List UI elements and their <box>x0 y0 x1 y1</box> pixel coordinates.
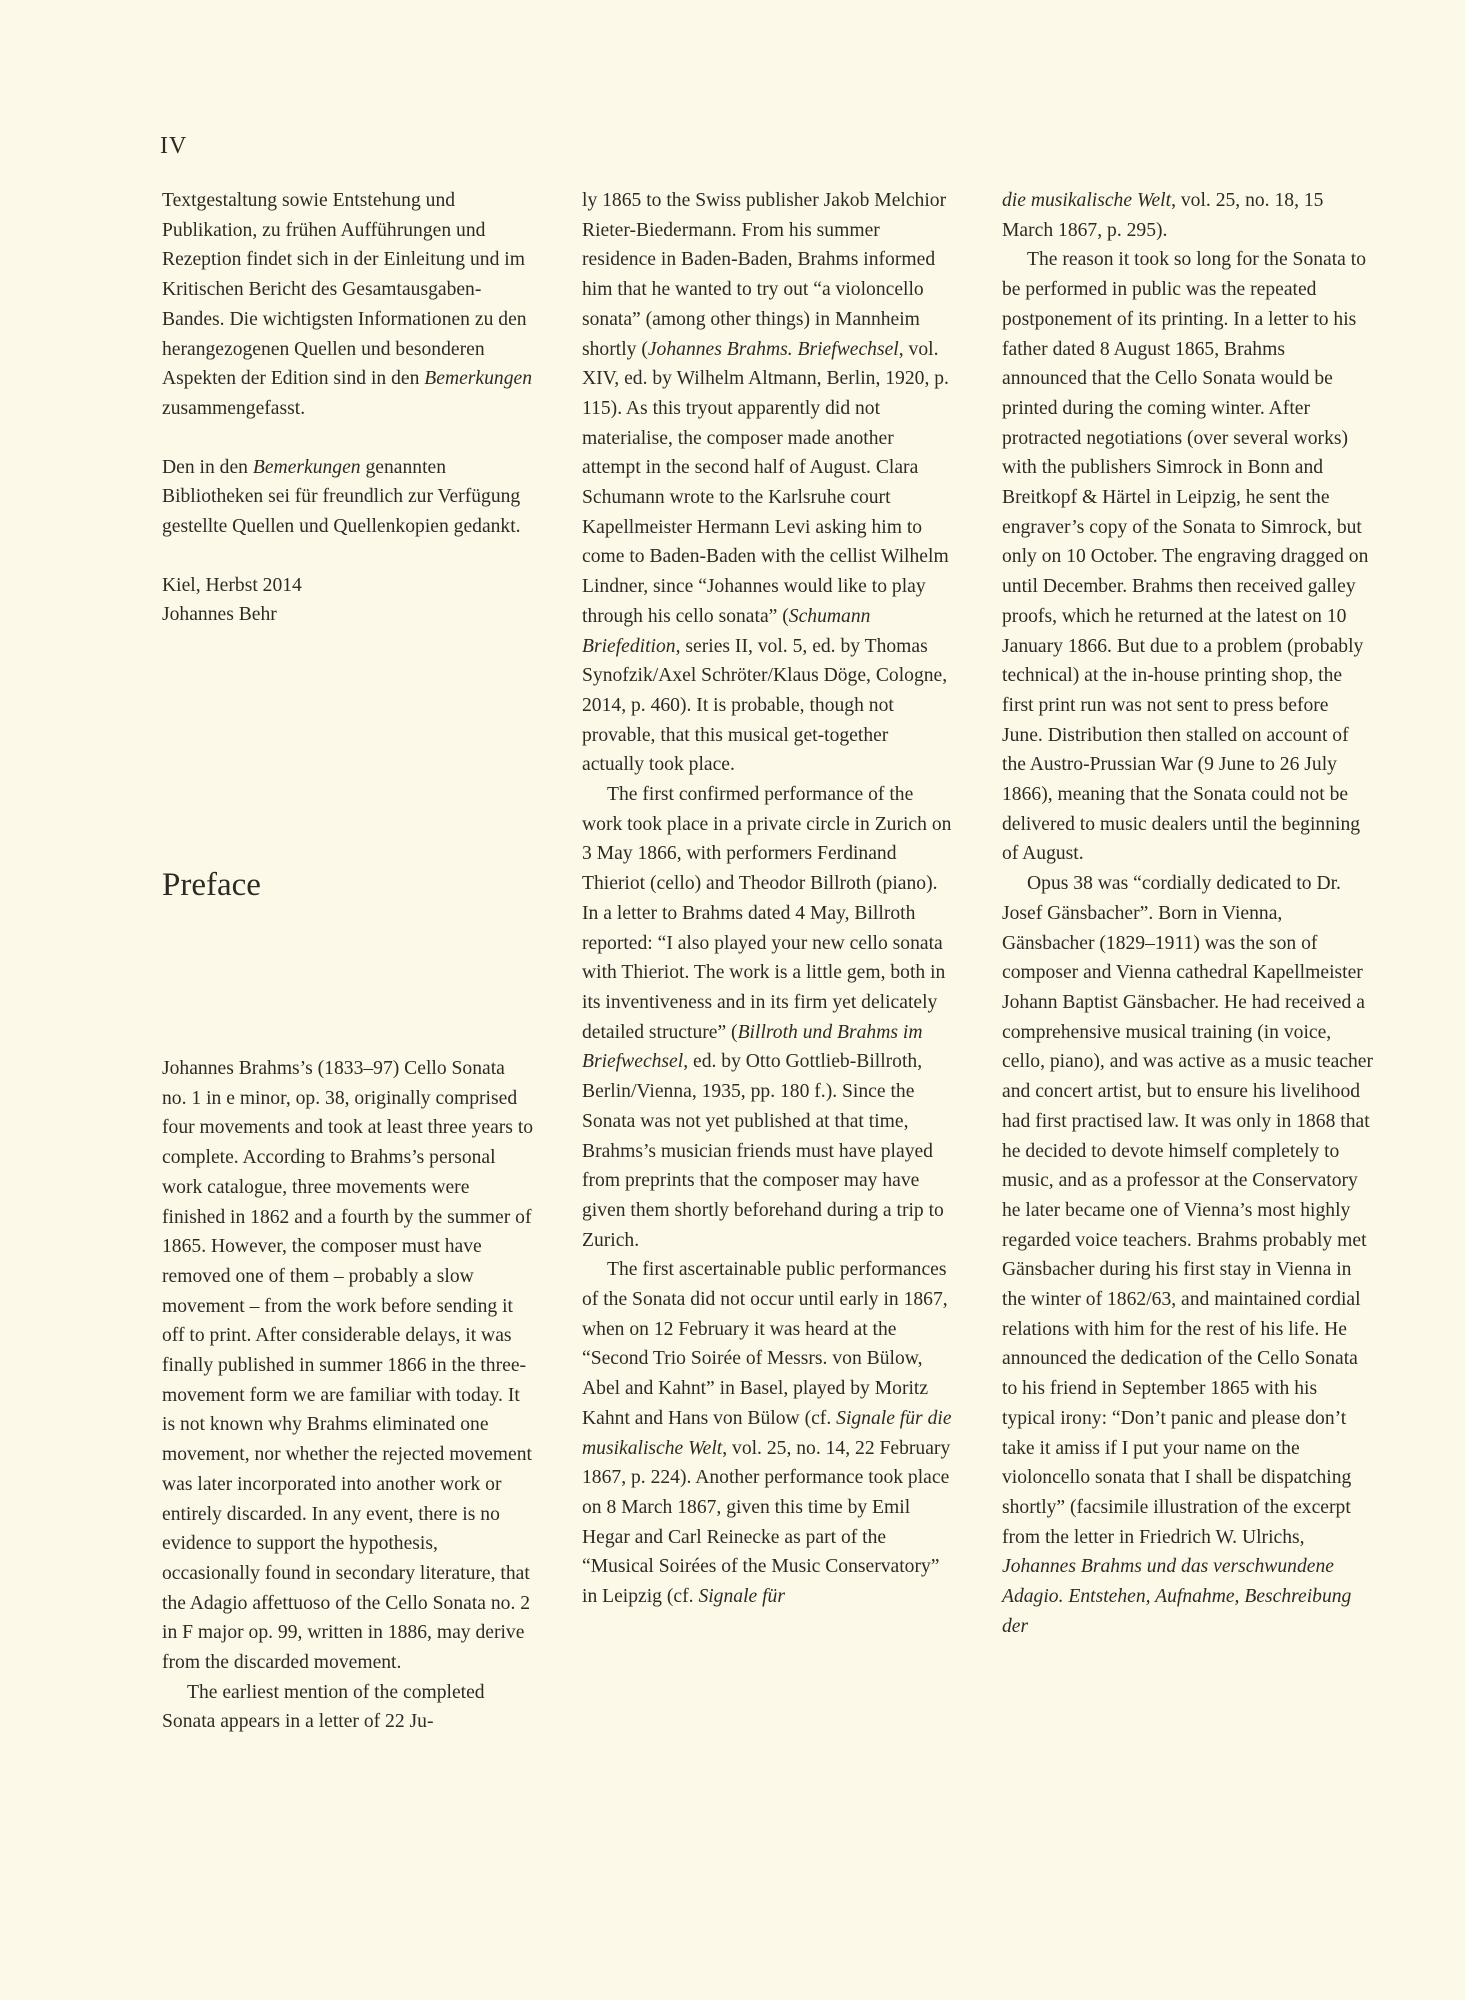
italic-title: Schumann Briefedition <box>582 605 871 657</box>
preface-heading: Preface <box>162 867 261 903</box>
body-paragraph: ly 1865 to the Swiss publisher Jakob Melchior Rieter-Biedermann. From his summer residence in Baden-Baden, Brahms informed him that he wanted to try out “a violoncello sonata” (among other things) in Mannheim shortly (Johannes Brahms. Briefwechsel, vol. XIV, ed. by Wilhelm Altmann, Berlin, 1920, p. 115). As this tryout apparently did not materialise, the composer made another attempt in the second half of August. Clara Schumann wrote to the Karlsruhe court Kapellmeister Hermann Levi asking him to come to Baden-Baden with the cellist Wilhelm Lindner, since “Johannes would like to play through his cello sonata” (Schumann Briefedition, series II, vol. 5, ed. by Thomas Synofzik/Axel Schröter/Klaus Döge, Cologne, 2014, p. 460). It is probable, though not provable, that this musical get-together actually took place. <box>582 190 949 776</box>
place-date: Kiel, Herbst 2014 <box>162 574 302 596</box>
body-paragraph: The reason it took so long for the Sonata to be performed in public was the repeated postponement of its printing. In a letter to his father dated 8 August 1865, Brahms announced that the Cello Sonata would be printed during the coming winter. After protracted negotiations (over several works) with the publishers Simrock in Bonn and Breitkopf & Härtel in Leipzig, he sent the engraver’s copy of the Sonata to Simrock, but only on 10 October. The engraving dragged on until December. Brahms then received galley proofs, which he returned at the latest on 10 January 1866. But due to a problem (probably technical) at the in-house printing shop, the first print run was not sent to press before June. Distribution then stalled on account of the Austro-Prussian War (9 June to 26 July 1866), meaning that the Sonata could not be delivered to music dealers until the beginning of August. <box>1002 249 1369 865</box>
italic-title: Billroth und Brahms im Briefwechsel <box>582 1021 923 1073</box>
italic-title: Signale für <box>698 1586 785 1608</box>
italic-title: Johannes Brahms. Briefwechsel <box>647 338 899 360</box>
body-paragraph: The first ascertainable public performances of the Sonata did not occur until early in 1867, when on 12 February it was heard at the “Second Trio Soirée of Messrs. von Bülow, Abel and Kahnt” in Basel, played by Moritz Kahnt and Hans von Bülow (cf. Signale für die musikalische Welt, vol. 25, no. 14, 22 February 1867, p. 224). Another performance took place on 8 March 1867, given this time by Emil Hegar and Carl Reinecke as part of the “Musical Soirées of the Music Conservatory” in Leipzig (cf. Signale für <box>582 1259 952 1608</box>
column-1-preface <box>162 1054 534 1737</box>
body-paragraph: die musikalische Welt, vol. 25, no. 18, 15 March 1867, p. 295). <box>1002 190 1324 241</box>
author-name: Johannes Behr <box>162 604 277 626</box>
italic-title: Bemerkungen <box>252 456 361 478</box>
body-paragraph: The earliest mention of the completed Sonata appears in a letter of 22 Ju- <box>162 1681 485 1733</box>
italic-title: Johannes Brahms und das verschwundene Adagio. Entstehen, Aufnahme, Beschreibung der <box>1002 1556 1352 1637</box>
acknowledgement-paragraph: Den in den Bemerkungen genannten Bibliotheken sei für freundlich zur Verfügung gestellte Quellen und Quellenkopien gedankt. <box>162 456 521 538</box>
body-paragraph: Opus 38 was “cordially dedicated to Dr. Josef Gänsbacher”. Born in Vienna, Gänsbacher (1829–1911) was the son of composer and Vienna cathedral Kapellmeister Johann Baptist Gänsbacher. He had received a comprehensive musical training (in voice, cello, piano), and was active as a music teacher and concert artist, but to ensure his livelihood had first practised law. It was only in 1868 that he decided to devote himself completely to music, and as a professor at the Conservatory he later became one of Vienna’s most highly regarded voice teachers. Brahms probably met Gänsbacher during his first stay in Vienna in the winter of 1862/63, and maintained cordial relations with him for the rest of his life. He announced the dedication of the Cello Sonata to his friend in September 1865 with his typical irony: “Don’t panic and please don’t take it amiss if I put your name on the violoncello sonata that I shall be dispatching shortly” (facsimile illustration of the excerpt from the letter in Friedrich W. Ulrichs, Johannes Brahms und das verschwundene Adagio. Entstehen, Aufnahme, Beschreibung der <box>1002 873 1374 1637</box>
italic-title: die musikalische Welt <box>1002 190 1172 211</box>
italic-title: Bemerkungen <box>424 368 533 390</box>
body-paragraph: Johannes Brahms’s (1833–97) Cello Sonata no. 1 in e minor, op. 38, originally comprised four movements and took at least three years to complete. According to Brahms’s personal work catalogue, three movements were finished in 1862 and a fourth by the summer of 1865. However, the composer must have removed one of them – probably a slow movement – from the work before sending it off to print. After considerable delays, it was finally published in summer 1866 in the three-movement form we are familiar with today. It is not known why Brahms eliminated one movement, nor whether the rejected movement was later incorporated into another work or entirely discarded. In any event, there is no evidence to support the hypothesis, occasionally found in secondary literature, that the Adagio affettuoso of the Cello Sonata no. 2 in F major op. 99, written in 1886, may derive from the discarded movement. <box>162 1058 534 1674</box>
body-paragraph: The first confirmed performance of the work took place in a private circle in Zurich on 3 May 1866, with performers Ferdinand Thieriot (cello) and Theodor Billroth (piano). In a letter to Brahms dated 4 May, Billroth reported: “I also played your new cello sonata with Thieriot. The work is a little gem, both in its inventiveness and in its firm yet delicately detailed structure” (Billroth und Brahms im Briefwechsel, ed. by Otto Gottlieb-Billroth, Berlin/Vienna, 1935, pp. 180 f.). Since the Sonata was not yet published at that time, Brahms’s musician friends must have played from preprints that the composer may have given them shortly beforehand during a trip to Zurich. <box>582 784 952 1251</box>
column-3 <box>1002 186 1374 1641</box>
column-1-german <box>162 186 534 630</box>
german-paragraph: Textgestaltung sowie Entstehung und Publikation, zu frühen Aufführungen und Rezeption findet sich in der Einleitung und im Kritischen Bericht des Gesamtausgaben-Bandes. Die wichtigsten Informationen zu den herangezogenen Quellen und besonderen Aspekten der Edition sind in den Bemerkungen zusammengefasst. <box>162 190 533 419</box>
page-number: IV <box>160 133 188 159</box>
column-2 <box>582 186 954 1612</box>
italic-title: Signale für die musikalische Welt <box>582 1407 952 1459</box>
